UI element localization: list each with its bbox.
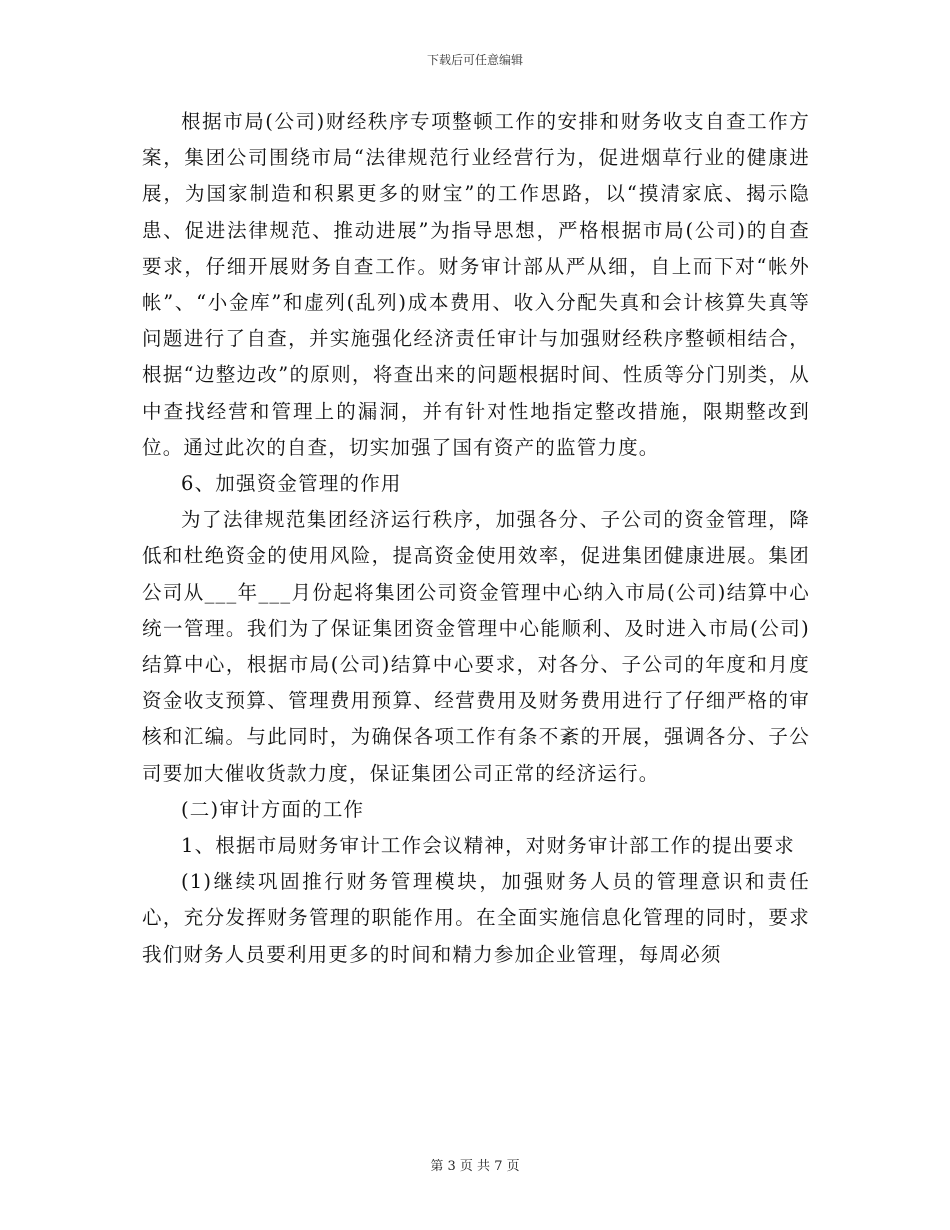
paragraph-financial-module: (1)继续巩固推行财务管理模块，加强财务人员的管理意识和责任心，充分发挥财务管理的职能作用。在全面实施信息化管理的同时，要求我们财务人员要利用更多的时间和精力参加企业管理，每周必须 — [142, 870, 810, 966]
page-number-footer: 第 3 页 共 7 页 — [430, 1159, 520, 1174]
section-heading-fund-management: 6、加强资金管理的作用 — [181, 472, 402, 496]
paragraph-audit-requirements: 1、根据市局财务审计工作会议精神，对财务审计部工作的提出要求 — [181, 834, 795, 858]
section-heading-audit-work: (二)审计方面的工作 — [181, 797, 365, 821]
page-header: 下载后可任意编辑 — [426, 53, 523, 67]
paragraph-self-inspection: 根据市局(公司)财经秩序专项整顿工作的安排和财务收支自查工作方案，集团公司围绕市局“法律规范行业经营行为，促进烟草行业的健康进展，为国家制造和积累更多的财宝”的工作思路，以“摸清家底、揭示隐患、促进法律规范、推动进展”为指导思想，严格根据市局(公司)的自查要求，仔细开展财务自查工作。财务审计部从严从细，自上而下对“帐外帐”、“小金库”和虚列(乱列)成本费用、收入分配失真和会计核算失真等问题进行了自查，并实施强化经济责任审计与加强财经秩序整顿相结合，根据“边整边改”的原则，将查出来的问题根据时间、性质等分门别类，从中查找经营和管理上的漏洞，并有针对性地指定整改措施，限期整改到位。通过此次的自查，切实加强了国有资产的监管力度。 — [142, 110, 810, 459]
document-body — [142, 104, 810, 973]
paragraph-fund-management: 为了法律规范集团经济运行秩序，加强各分、子公司的资金管理，降低和杜绝资金的使用风险，提高资金使用效率，促进集团健康进展。集团公司从___年___月份起将集团公司资金管理中心纳入市局(公司)结算中心统一管理。我们为了保证集团资金管理中心能顺利、及时进入市局(公司)结算中心，根据市局(公司)结算中心要求，对各分、子公司的年度和月度资金收支预算、管理费用预算、经营费用及财务费用进行了仔细严格的审核和汇编。与此同时，为确保各项工作有条不紊的开展，强调各分、子公司要加大催收货款力度，保证集团公司正常的经济运行。 — [142, 508, 810, 785]
